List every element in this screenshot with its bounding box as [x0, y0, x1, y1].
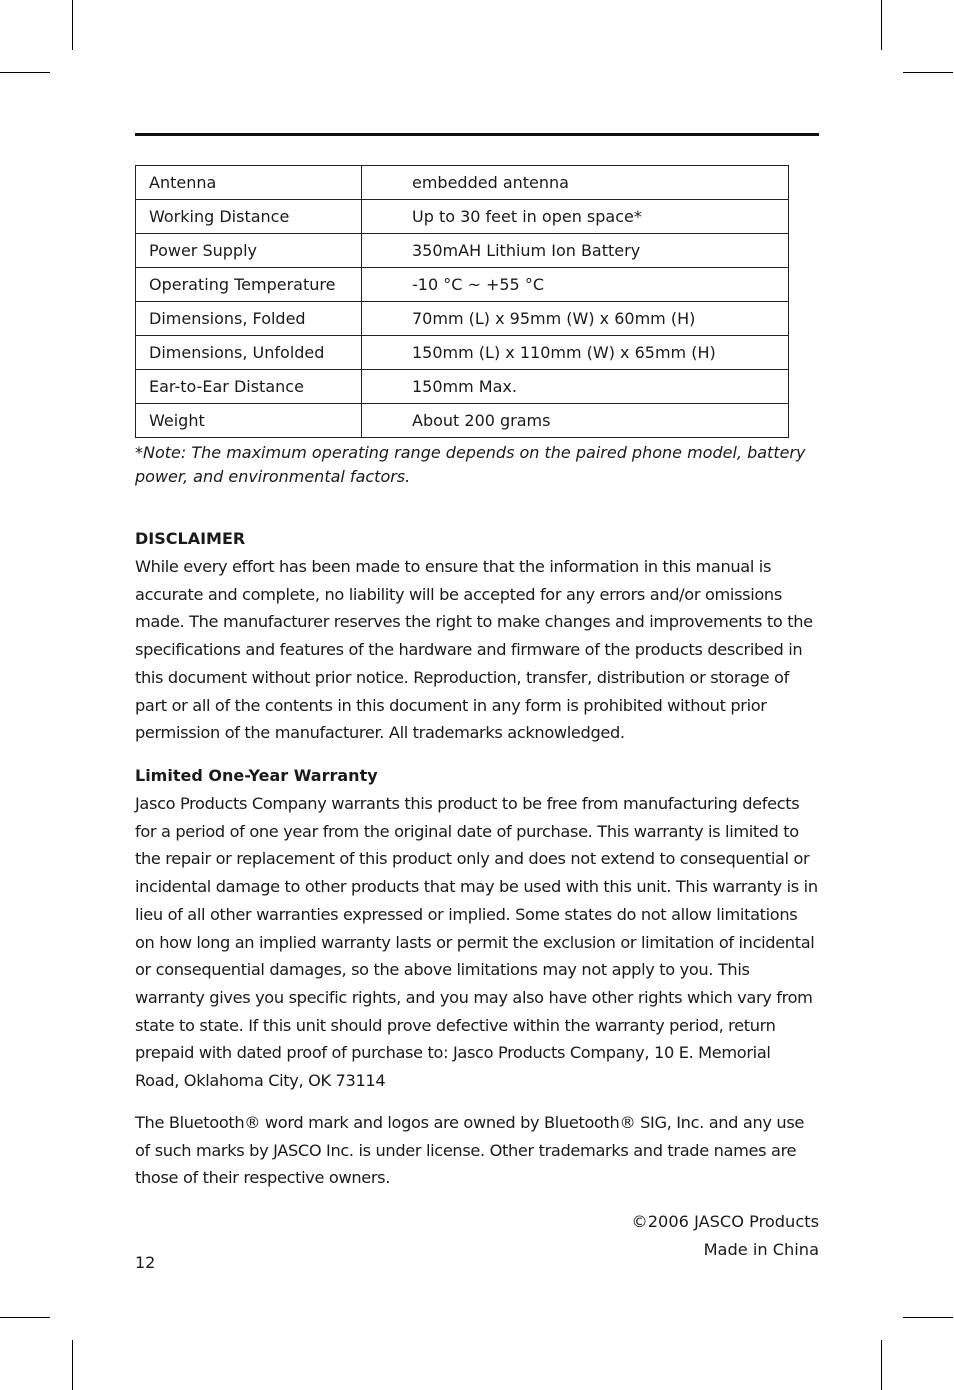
origin-text: Made in China — [703, 1239, 819, 1259]
spec-value: 70mm (L) x 95mm (W) x 60mm (H) — [362, 302, 789, 336]
crop-mark — [881, 0, 882, 50]
spec-value: 150mm Max. — [362, 370, 789, 404]
page-number: 12 — [135, 1253, 156, 1272]
crop-mark — [72, 0, 73, 50]
spec-label: Power Supply — [136, 234, 362, 268]
warranty-body: Jasco Products Company warrants this product to be free from manufacturing defects for a period of one year from the original date of purchase. This warranty is limited to the repair or replacement of this product only and does not extend to consequential or incidental damage to other products that may be used with this unit. This warranty is in lieu of all other warranties expressed or implied. Some states do not allow limitations on how long an implied warranty lasts or permit the exclusion or limitation of incidental or consequential damages, so the above limitations may not apply to you. This warranty gives you specific rights, and you may also have other rights which vary from state to state. If this unit should prove defective within the warranty period, return prepaid with dated proof of purchase to: Jasco Products Company, 10 E. Memorial Road, Oklahoma City, OK 73114 — [135, 794, 818, 1091]
range-note: *Note: The maximum operating range depends on the paired phone model, battery power, and environmental factors. — [135, 443, 806, 486]
copyright-block — [632, 1208, 819, 1263]
table-row — [136, 166, 789, 200]
copyright-text: ©2006 JASCO Products — [631, 1212, 819, 1231]
warranty-heading: Limited One-Year Warranty — [135, 766, 378, 785]
table-row — [136, 200, 789, 234]
spec-label: Ear-to-Ear Distance — [136, 370, 362, 404]
crop-mark — [903, 1317, 953, 1318]
table-row — [136, 404, 789, 438]
table-row — [136, 336, 789, 370]
table-row — [136, 302, 789, 336]
spec-label: Dimensions, Folded — [136, 302, 362, 336]
spec-label: Weight — [136, 404, 362, 438]
crop-mark — [0, 1317, 50, 1318]
spec-value: 150mm (L) x 110mm (W) x 65mm (H) — [362, 336, 789, 370]
crop-mark — [0, 72, 50, 73]
spec-value: 350mAH Lithium Ion Battery — [362, 234, 789, 268]
spec-value: About 200 grams — [362, 404, 789, 438]
spec-label: Working Distance — [136, 200, 362, 234]
disclaimer-body: While every effort has been made to ensure that the information in this manual is accurate and complete, no liability will be accepted for any errors and/or omissions made. The manufacturer reserves the right to make changes and improvements to the specifications and features of the hardware and firmware of the products described in this document without prior notice. Reproduction, transfer, distribution or storage of part or all of the contents in this document in any form is prohibited without prior permission of the manufacturer. All trademarks acknowledged. — [135, 557, 813, 743]
spec-value: -10 °C ~ +55 °C — [362, 268, 789, 302]
table-row — [136, 370, 789, 404]
header-rule — [135, 133, 819, 136]
crop-mark — [72, 1340, 73, 1390]
crop-mark — [881, 1340, 882, 1390]
spec-label: Antenna — [136, 166, 362, 200]
spec-value: embedded antenna — [362, 166, 789, 200]
disclaimer-heading: DISCLAIMER — [135, 529, 246, 548]
spec-label: Operating Temperature — [136, 268, 362, 302]
spec-value: Up to 30 feet in open space* — [362, 200, 789, 234]
table-row — [136, 234, 789, 268]
spec-label: Dimensions, Unfolded — [136, 336, 362, 370]
specifications-table — [135, 165, 789, 438]
table-row — [136, 268, 789, 302]
crop-mark — [903, 72, 953, 73]
trademark-notice: The Bluetooth® word mark and logos are owned by Bluetooth® SIG, Inc. and any use of such marks by JASCO Inc. is under license. Other trademarks and trade names are those of their respective owners. — [135, 1113, 805, 1188]
